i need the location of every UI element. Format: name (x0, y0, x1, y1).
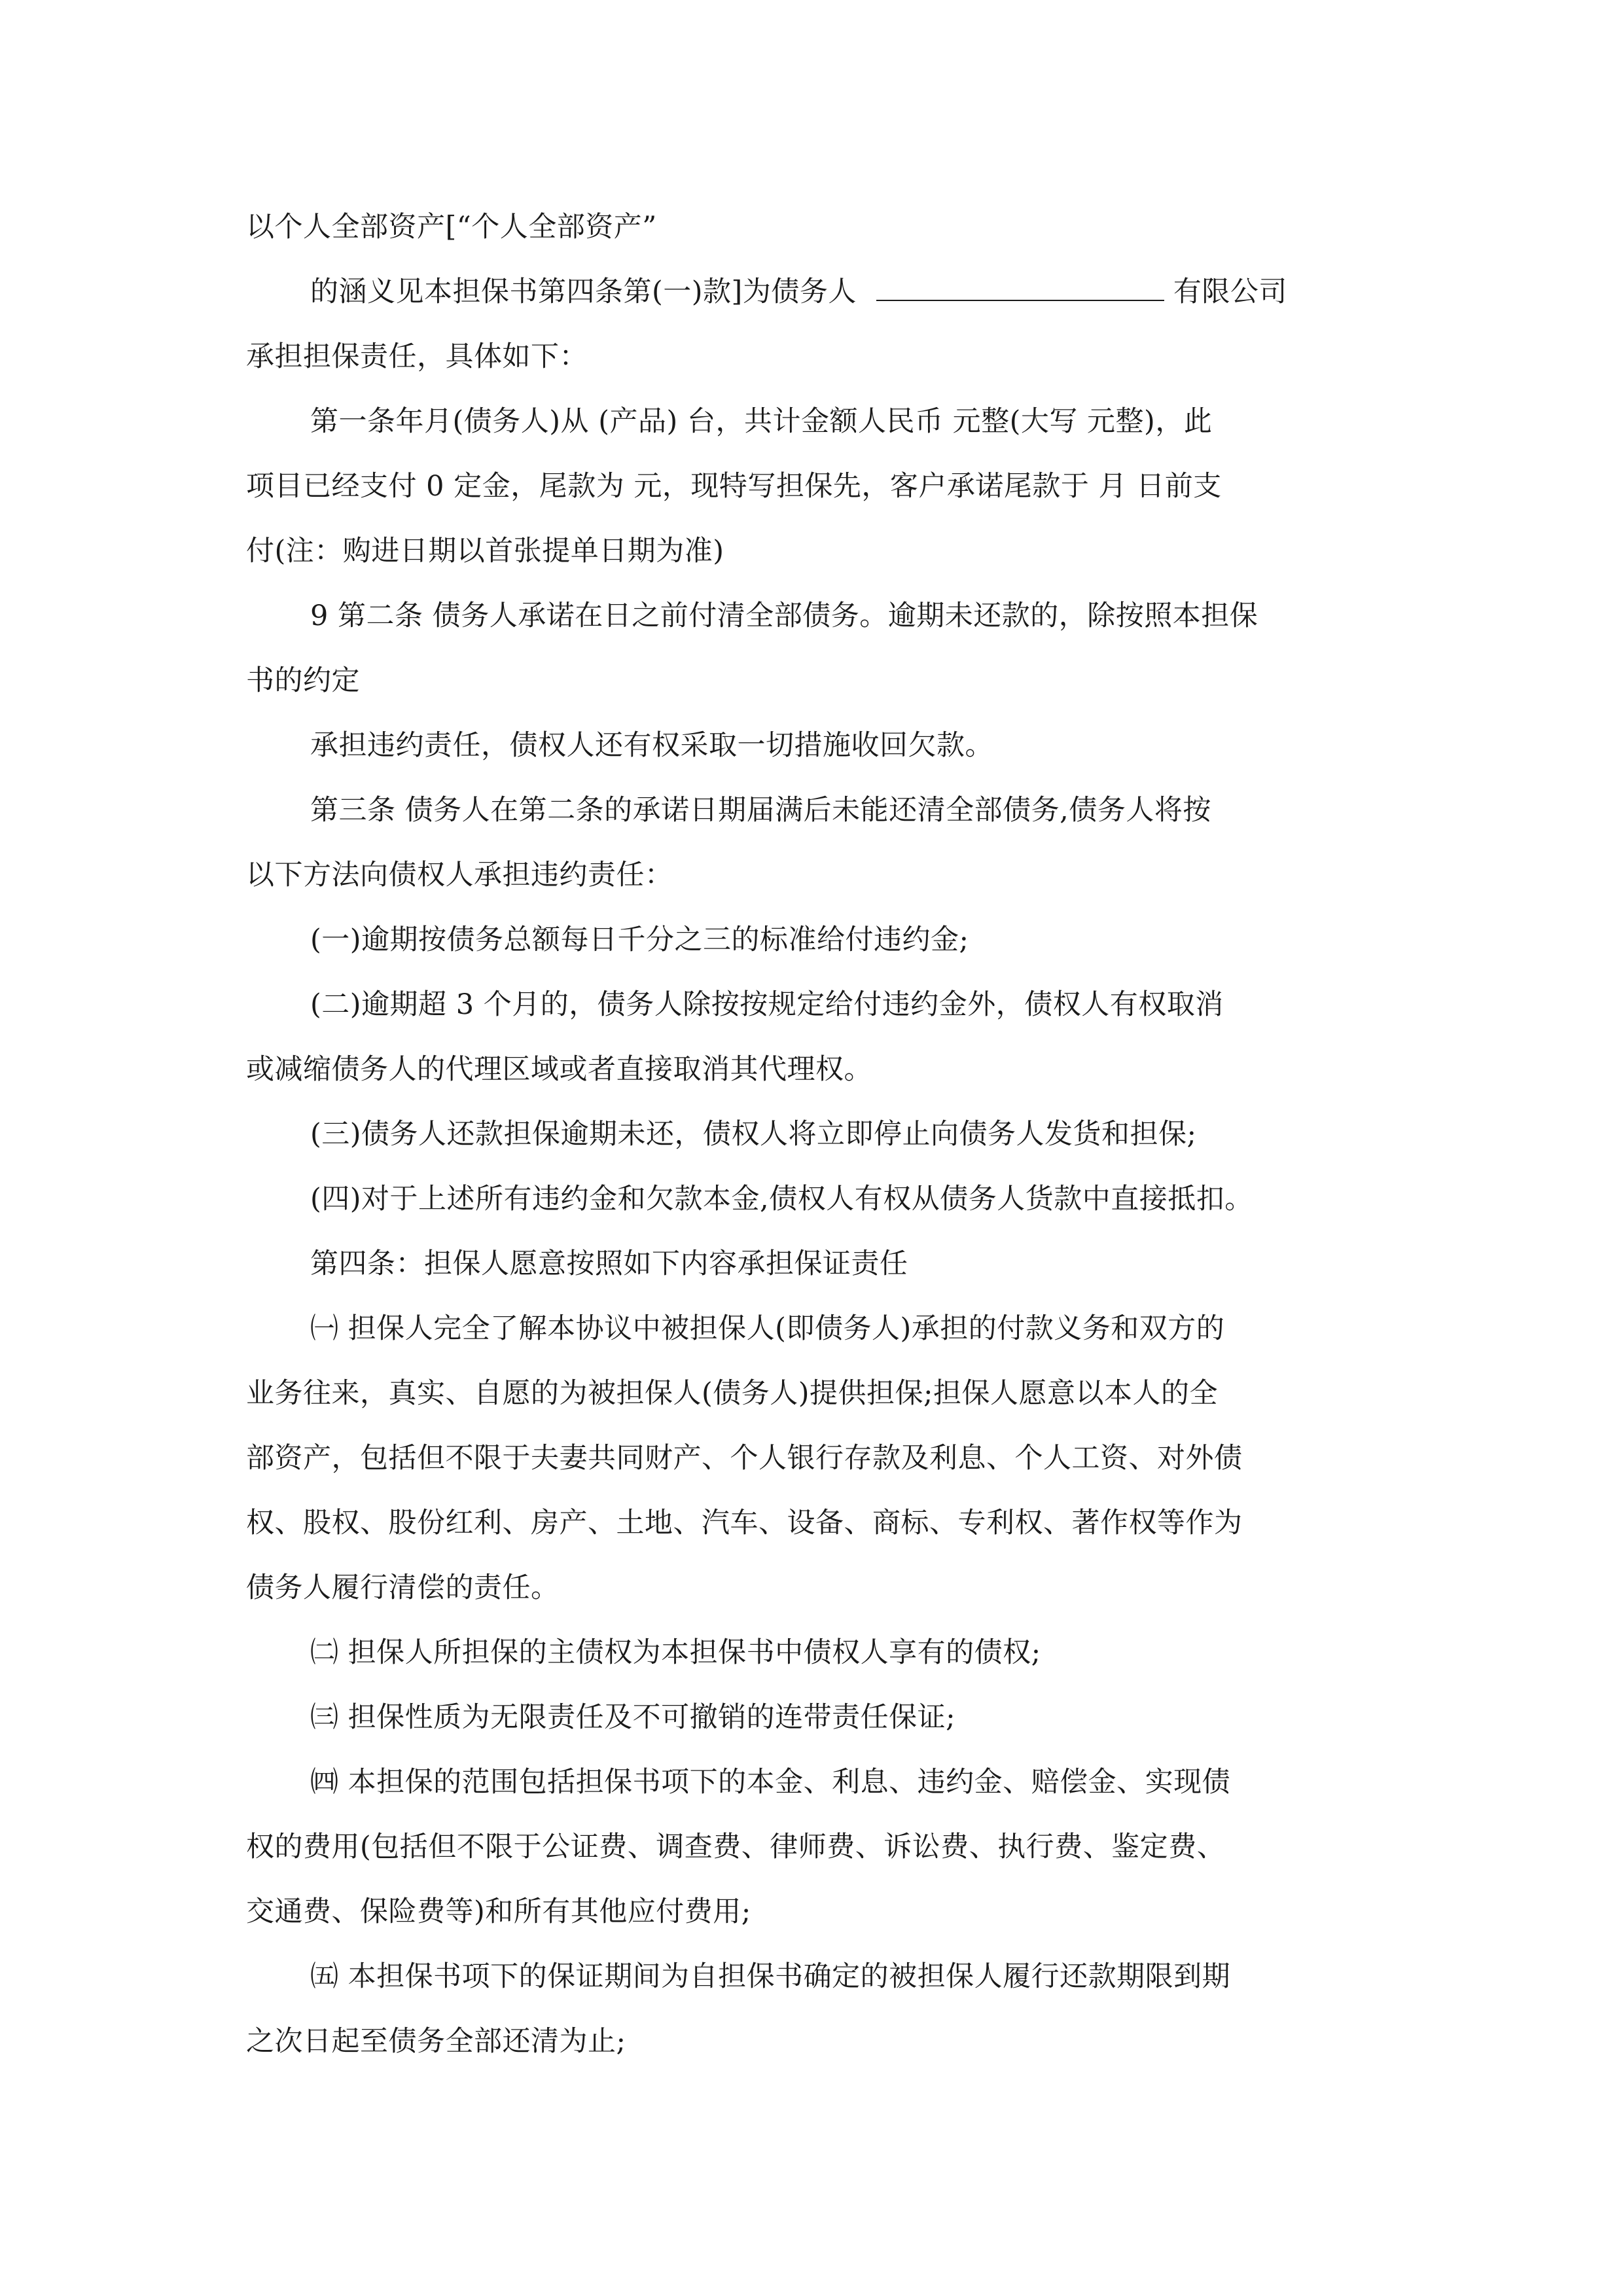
text-line: 以下方法向债权人承担违约责任： (246, 859, 673, 891)
text-line: ㈢ 担保性质为无限责任及不可撤销的连带责任保证; (310, 1701, 956, 1734)
text-line: 交通费、保险费等)和所有其他应付费用; (246, 1895, 751, 1928)
text-line: ㈣ 本担保的范围包括担保书项下的本金、利息、违约金、赔偿金、实现债 (310, 1766, 1231, 1799)
text-line: (二)逾期超 3 个月的，债务人除按按规定给付违约金外，债权人有权取消 (310, 988, 1224, 1021)
fill-in-blank (876, 274, 1164, 301)
text-line: (一)逾期按债务总额每日千分之三的标准给付违约金; (310, 924, 969, 956)
text-line: (四)对于上述所有违约金和欠款本金,债权人有权从债务人货款中直接抵扣。 (310, 1183, 1253, 1215)
text-line: 付(注：购进日期以首张提单日期为准) (246, 535, 724, 567)
text-line: 第一条年月(债务人)从 (产品) 台，共计金额人民币 元整(大写 元整)，此 (310, 405, 1213, 438)
text-line: ㈡ 担保人所担保的主债权为本担保书中债权人享有的债权; (310, 1636, 1041, 1669)
text-line: 项目已经支付 0 定金，尾款为 元，现特写担保先，客户承诺尾款于 月 日前支 (246, 470, 1222, 503)
text-line (246, 260, 1385, 325)
text-line: 债务人履行清偿的责任。 (246, 1571, 560, 1604)
text-segment: 的涵义见本担保书第四条第(一)款]为债务人 (310, 276, 857, 308)
text-line: 第四条：担保人愿意按照如下内容承担保证责任 (310, 1247, 908, 1280)
document-body (246, 195, 1385, 2074)
text-segment: 有限公司 (1173, 276, 1287, 308)
text-line: 以个人全部资产[“个人全部资产” (246, 211, 657, 243)
text-line: 9 第二条 债务人承诺在日之前付清全部债务。逾期未还款的，除按照本担保 (310, 600, 1258, 632)
text-line: 部资产，包括但不限于夫妻共同财产、个人银行存款及利息、个人工资、对外债 (246, 1442, 1243, 1475)
text-line: 业务往来，真实、自愿的为被担保人(债务人)提供担保;担保人愿意以本人的全 (246, 1377, 1219, 1410)
text-line: ㈠ 担保人完全了解本协议中被担保人(即债务人)承担的付款义务和双方的 (310, 1312, 1225, 1345)
text-line: 之次日起至债务全部还清为止; (246, 2025, 626, 2058)
text-line: 权、股权、股份红利、房产、土地、汽车、设备、商标、专利权、著作权等作为 (246, 1507, 1243, 1539)
text-line: 第三条 债务人在第二条的承诺日期届满后未能还清全部债务,债务人将按 (310, 794, 1211, 827)
text-line: 或减缩债务人的代理区域或者直接取消其代理权。 (246, 1053, 872, 1086)
text-line: 书的约定 (246, 664, 360, 697)
text-line: ㈤ 本担保书项下的保证期间为自担保书确定的被担保人履行还款期限到期 (310, 1960, 1231, 1993)
text-line: (三)债务人还款担保逾期未还，债权人将立即停止向债务人发货和担保; (310, 1118, 1197, 1151)
text-line: 承担违约责任，债权人还有权采取一切措施收回欠款。 (310, 729, 993, 762)
text-line: 承担担保责任，具体如下： (246, 340, 588, 373)
text-line: 权的费用(包括但不限于公证费、调查费、律师费、诉讼费、执行费、鉴定费、 (246, 1831, 1226, 1863)
